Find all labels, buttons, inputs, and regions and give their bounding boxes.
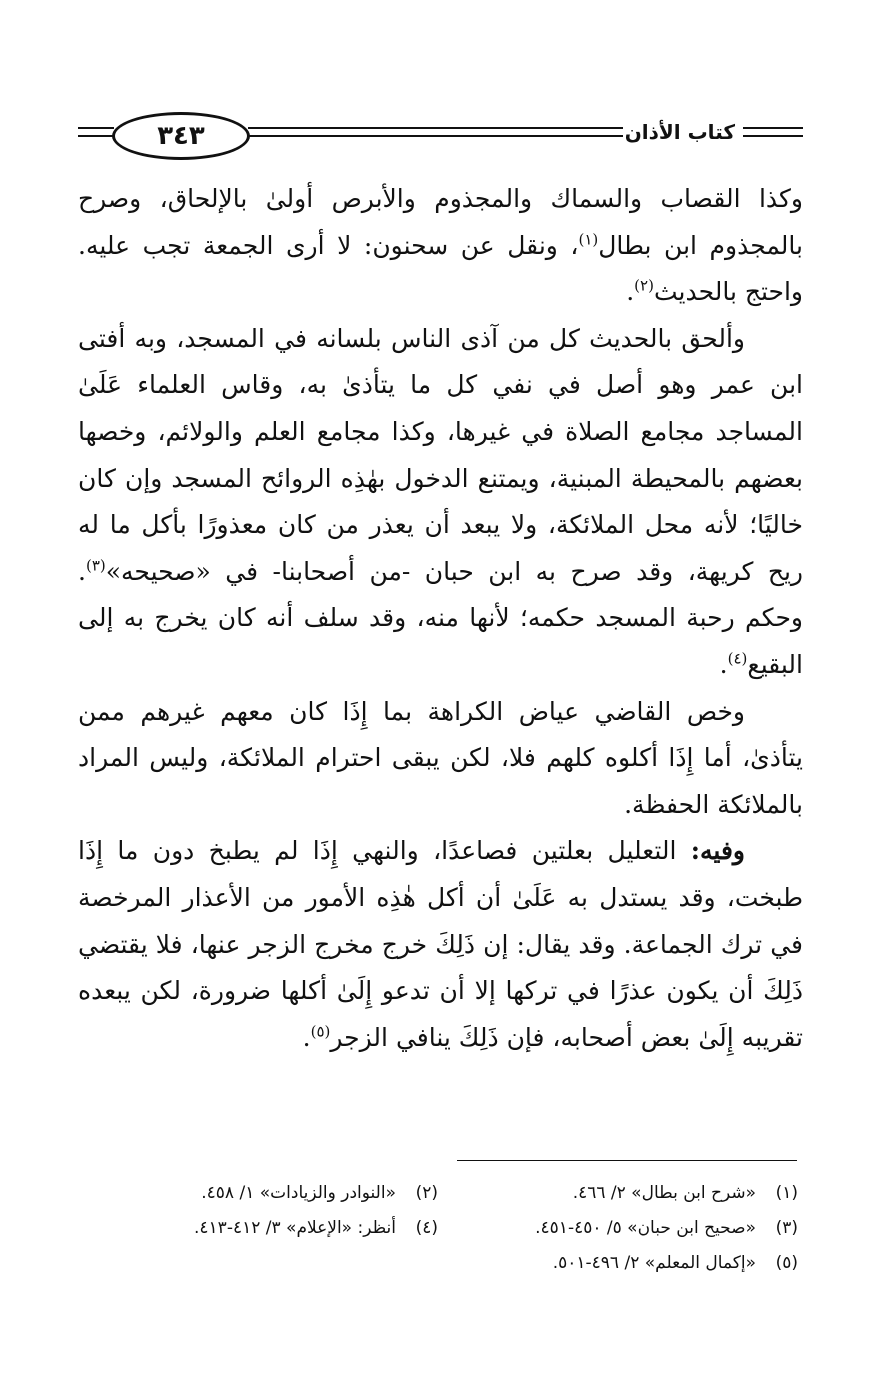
footnote-text: «إكمال المعلم» ٢/ ٤٩٦-٥٠١. xyxy=(552,1253,756,1273)
footnote-text: «شرح ابن بطال» ٢/ ٤٦٦. xyxy=(572,1183,756,1203)
footnote-number: (٥) xyxy=(775,1253,798,1273)
footnote-row xyxy=(78,1211,798,1246)
paragraph xyxy=(78,828,803,1061)
header-rule-middle-top xyxy=(248,127,623,129)
footnote-number: (٢) xyxy=(415,1183,438,1203)
text-segment: . وحكم رحبة المسجد حكمه؛ لأنها منه، وقد سلف أنه كان يخرج به إلى البقيع xyxy=(78,556,803,679)
header-rule-left-bottom xyxy=(78,135,114,137)
footnote-text: «النوادر والزيادات» ١/ ٤٥٨. xyxy=(201,1183,396,1203)
text-segment: وخص القاضي عياض الكراهة بما إِذَا كان معهم غيرهم ممن يتأذىٰ، أما إِذَا أكلوه كلهم فلا، لكن يبقى احترام الملائكة، وليس المراد بالملائكة الحفظة. xyxy=(78,696,803,819)
header-rule-right-bottom xyxy=(743,135,803,137)
footnote-number: (٤) xyxy=(415,1218,438,1238)
page-number: ٣٤٣ xyxy=(157,121,205,151)
lead-word: وفيه: xyxy=(690,836,745,866)
footnote-reference: (١) xyxy=(578,230,599,249)
footnote-text: أنظر: «الإعلام» ٣/ ٤١٢-٤١٣. xyxy=(194,1218,396,1238)
page-header xyxy=(78,112,803,162)
footnote-3 xyxy=(438,1211,798,1246)
text-segment: . xyxy=(719,649,728,679)
footnote-row xyxy=(78,1246,798,1281)
footnote-row xyxy=(78,1176,798,1211)
text-segment: . xyxy=(626,277,635,307)
footnote-2 xyxy=(78,1176,438,1211)
footnotes xyxy=(78,1176,798,1281)
page-number-oval xyxy=(112,112,250,160)
text-segment: التعليل بعلتين فصاعدًا، والنهي إِذَا لم يطبخ دون ما إِذَا طبخت، وقد يستدل به عَلَىٰ أن أكل هٰذِه الأمور من الأعذار المرخصة في ترك الجماعة. وقد يقال: إن ذَلِكَ خرج مخرج الزجر عنها، فلا يقتضي ذَلِكَ أن يكون عذرًا في تركها إلا أن تدعو إِلَىٰ أكلها ضرورة، لكن يبعده تقريبه إِلَىٰ بعض أصحابه، فإن ذَلِكَ ينافي الزجر xyxy=(78,836,803,1052)
paragraph xyxy=(78,689,803,829)
paragraph xyxy=(78,316,803,689)
paragraph xyxy=(78,176,803,316)
footnote-reference: (٥) xyxy=(310,1022,331,1041)
body-text xyxy=(78,176,803,1061)
footnote-reference: (٣) xyxy=(85,556,106,575)
header-rule-middle-bottom xyxy=(248,135,623,137)
running-title: كتاب الأذان xyxy=(624,120,735,144)
header-rule-left-top xyxy=(78,127,114,129)
text-segment: وألحق بالحديث كل من آذى الناس بلسانه في المسجد، وبه أفتى ابن عمر وهو أصل في نفي كل ما يتأذىٰ به، وقاس العلماء عَلَىٰ المساجد مجامع الصلاة في غيرها، وكذا مجامع العلم والولائم، وخصها بعضهم بالمحيطة المبنية، ويمتنع الدخول بهٰذِه الروائح المسجد وإن كان خاليًا؛ لأنه محل الملائكة، ولا يبعد أن يعذر من كان معذورًا بأكل ما له ريح كريهة، وقد صرح به ابن حبان -من أصحابنا- في «صحيحه» xyxy=(78,323,804,586)
footnote-number: (٣) xyxy=(775,1218,798,1238)
footnote-4 xyxy=(78,1211,438,1246)
header-rule-right-top xyxy=(743,127,803,129)
footnote-text: «صحيح ابن حبان» ٥/ ٤٥٠-٤٥١. xyxy=(535,1218,756,1238)
footnote-separator xyxy=(457,1160,797,1161)
footnote-1 xyxy=(438,1176,798,1211)
text-segment: ، ونقل عن سحنون: لا أرى الجمعة تجب عليه. واحتج بالحديث xyxy=(78,230,803,307)
footnote-number: (١) xyxy=(775,1183,798,1203)
text-segment: . xyxy=(302,1022,311,1052)
footnote-reference: (٤) xyxy=(727,649,748,668)
footnote-reference: (٢) xyxy=(634,276,654,295)
text-segment: وكذا القصاب والسماك والمجذوم والأبرص أولىٰ بالإلحاق، وصرح بالمجذوم ابن بطال xyxy=(78,184,803,260)
footnote-5 xyxy=(438,1246,798,1281)
